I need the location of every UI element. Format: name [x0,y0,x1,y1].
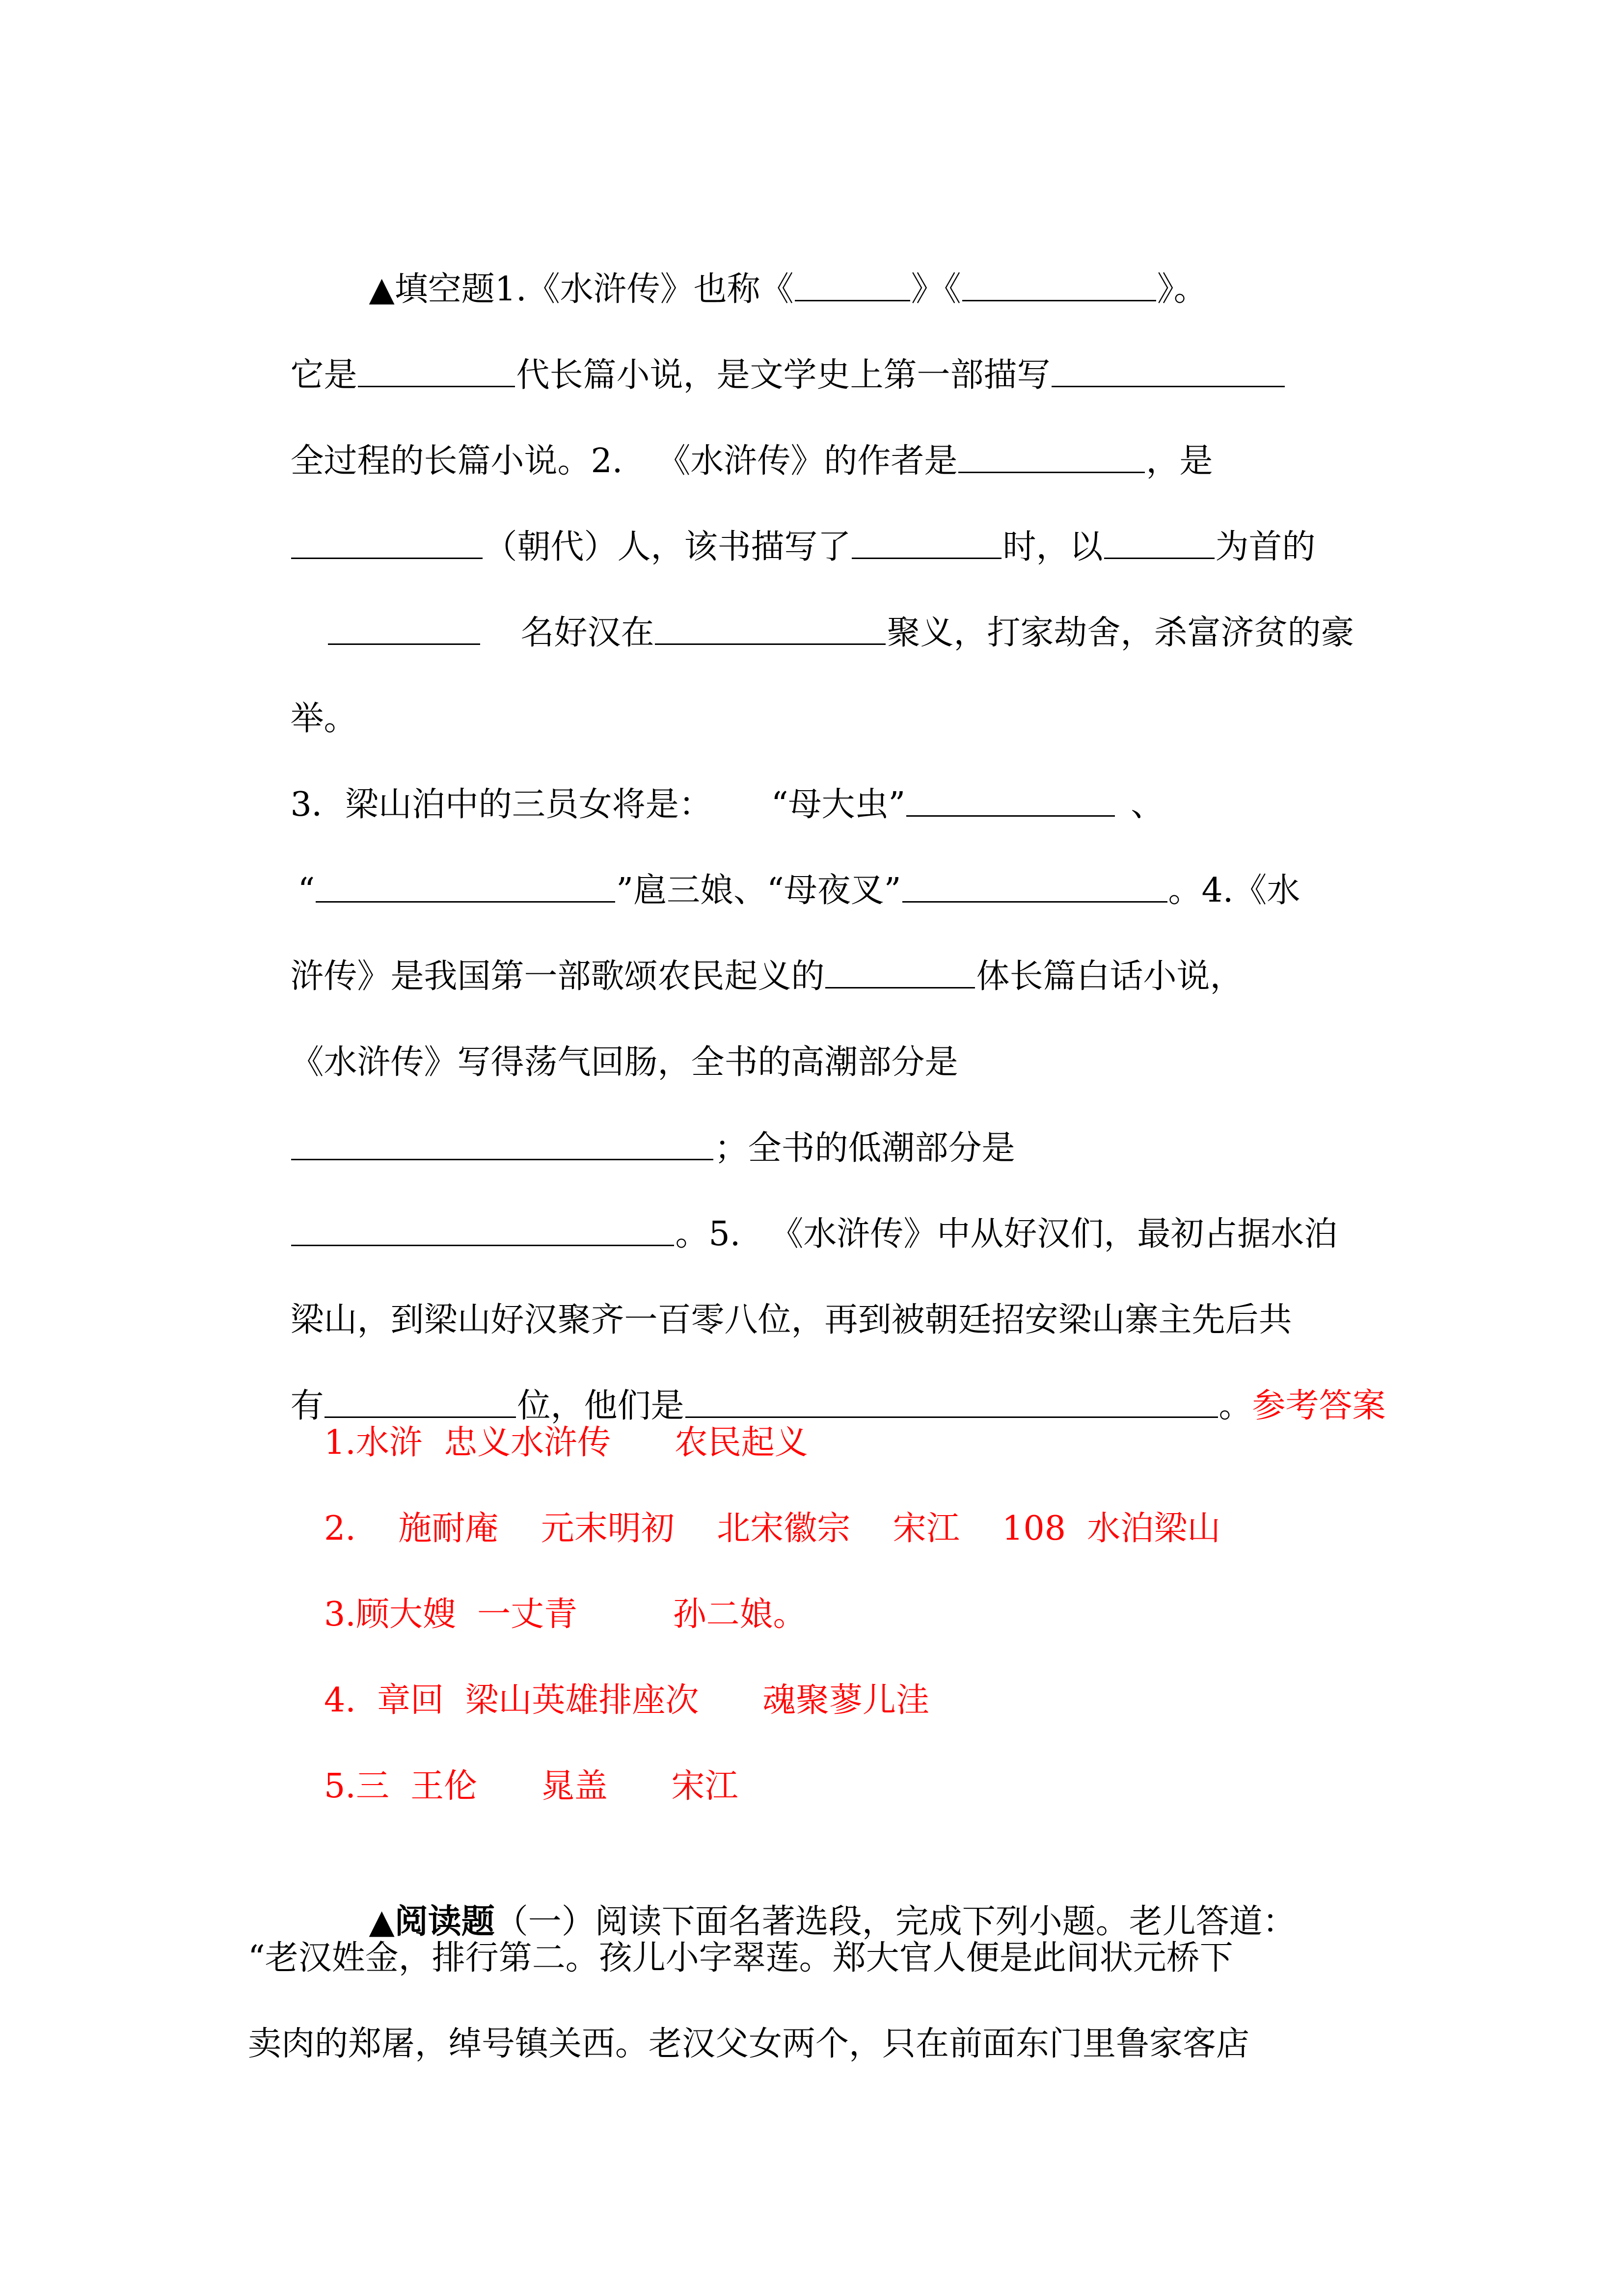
fill-blank-line-5 [285,560,1354,707]
question-text: 《水浒传》写得荡气回肠，全书的高潮部分是 [290,1043,958,1082]
question-text: 、 [1131,785,1164,824]
answer-blank[interactable] [328,643,480,645]
answer-blank[interactable] [825,987,975,988]
triangle-marker-icon: ▲ [369,270,395,309]
answer-blank[interactable] [316,901,615,903]
answers-label: 参考答案 [1252,1387,1386,1425]
answer-line-5: 5.三 王伦 晁盖 宋江 [324,1767,738,1806]
question-5-text: 。5. [675,1215,741,1254]
question-text: 聚义，打家劫舍，杀富济贫的豪 [887,614,1354,652]
answer-line-1: 1.水浒 忠义水浒传 农民起义 [324,1423,808,1462]
question-text: ”扈三娘、“母夜叉” [616,871,901,910]
answer-blank[interactable] [358,386,515,387]
question-2-text: 《水浒传》的作者是 [657,442,958,481]
triangle-marker-icon: ▲ [369,1902,395,1941]
question-3-text: 3．梁山泊中的三员女将是： [290,785,712,824]
question-text: 位，他们是 [517,1387,684,1425]
question-1-text: 1.《水浒传》也称《 [494,270,794,309]
question-text: 浒传》是我国第一部歌颂农民起义的 [290,957,825,996]
question-text: （朝代）人，该书描写了 [484,528,851,566]
question-text: 全过程的长篇小说。2. [290,442,623,481]
answer-line-3: 3.顾大嫂 一丈青 孙二娘。 [324,1595,807,1634]
question-text: 它是 [290,356,357,395]
answer-blank[interactable] [906,815,1115,817]
reading-intro: （一）阅读下面名著选段，完成下列小题。老儿答道： [494,1902,1296,1941]
reading-line-2: “老汉姓金，排行第二。孩儿小字翠莲。郑大官人便是此间状元桥下 [248,1939,1233,1977]
question-text: 代长篇小说，是文学史上第一部描写 [516,356,1051,395]
question-text: 名好汉在 [520,614,654,652]
question-text: 举。 [290,699,357,738]
answer-blank[interactable] [902,901,1167,903]
question-text: 为首的 [1215,528,1316,566]
question-text: 时，以 [1002,528,1103,566]
question-text: “ [298,871,315,910]
answer-blank[interactable] [291,1245,674,1246]
answer-blank[interactable] [685,1416,1218,1418]
answer-blank[interactable] [852,558,1001,559]
question-text: ，是 [1146,442,1213,481]
answer-blank[interactable] [1104,558,1215,559]
answer-blank[interactable] [325,1416,516,1418]
answer-blank[interactable] [655,643,886,645]
reading-line-3: 卖肉的郑屠，绰号镇关西。老汉父女两个，只在前面东门里鲁家客店 [248,2025,1250,2063]
question-1-text: 》《 [911,270,961,309]
answer-blank[interactable] [958,472,1145,473]
question-text: “母大虫” [771,785,906,824]
question-text: 《水浒传》中从好汉们，最初占据水泊 [770,1215,1338,1254]
answer-line-2: 2. 施耐庵 元末明初 北宋徽宗 宋江 108 水泊梁山 [324,1509,1221,1548]
section-heading-fill-blank: 填空题 [394,270,495,309]
section-heading-reading: 阅读题 [394,1902,495,1941]
answer-blank[interactable] [962,300,1156,301]
question-text: 有 [290,1387,324,1425]
question-text: 体长篇白话小说， [976,957,1244,996]
question-4-text: 。4.《水 [1168,871,1300,910]
answer-blank[interactable] [291,1159,713,1160]
answer-line-4: 4. 章回 梁山英雄排座次 魂聚蓼儿洼 [324,1681,930,1720]
question-text: 梁山，到梁山好汉聚齐一百零八位，再到被朝廷招安梁山寨主先后共 [290,1301,1292,1339]
question-text: 。 [1218,1387,1252,1425]
answer-blank[interactable] [291,558,483,559]
answer-blank[interactable] [795,300,910,301]
answer-blank[interactable] [1052,386,1285,387]
question-1-text: 》。 [1157,270,1207,309]
question-text: ；全书的低潮部分是 [714,1129,1015,1168]
